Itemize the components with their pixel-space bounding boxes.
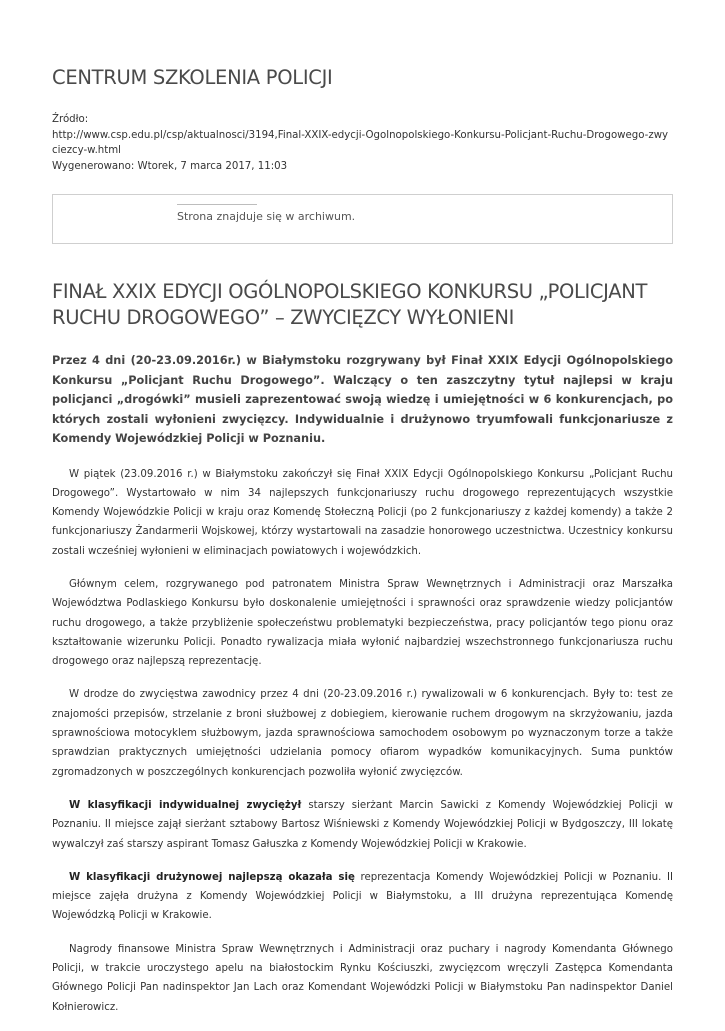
article-paragraph-3: W drodze do zwycięstwa zawodnicy przez 4 dni (20-23.09.2016 r.) rywalizowali w 6 konkurencjach. Były to: test ze znajomości przepisów, strzelanie z broni służbowej z dobiegiem, kierowanie ruchem drogowym na skrzyżowaniu, jazda sprawnościowa motocyklem służbowym, jazda sprawnościowa samochodem osobowym po wyznaczonym torze a także sprawdzian praktycznych umiejętności udzielania pomocy ofiarom wypadków komunikacyjnych. Suma punktów zgromadzonych w poszczególnych konkurencjach pozwoliła wyłonić zwycięzców. (52, 689, 673, 778)
individual-winner-text: starszy sierżant Marcin Sawicki z Komendy Wojewódzkiej Policji w Poznaniu. II miejsce zajął sierżant sztabowy Bartosz Wiśniewski z Komendy Wojewódzkiej Policji w Bydgoszczy, III lokatę wywalczył zaś starszy aspirant Tomasz Gałuszka z Komendy Wojewódzkiej Policji w Krakowie. (52, 799, 673, 850)
archive-notice-box (52, 194, 673, 244)
team-winner-heading: W klasyfikacji drużynowej najlepszą okazała się (69, 871, 355, 883)
archive-divider (177, 204, 257, 205)
individual-winner-heading: W klasyfikacji indywidualnej zwyciężył (69, 799, 302, 811)
source-block (52, 112, 673, 174)
article-title: FINAŁ XXIX EDYCJI OGÓLNOPOLSKIEGO KONKURSU „POLICJANT RUCHU DROGOWEGO” – ZWYCIĘZCY WYŁONIENI (52, 280, 648, 329)
source-url[interactable]: http://www.csp.edu.pl/csp/aktualnosci/3194,Final-XXIX-edycji-Ogolnopolskiego-Konkursu-Policjant-Ruchu-Drogowego-zwyciezcy-w.html (52, 129, 669, 156)
article-paragraph-6: Nagrody finansowe Ministra Spraw Wewnętrznych i Administracji oraz puchary i nagrody Komendanta Głównego Policji, w trakcie uroczystego apelu na białostockim Rynku Kościuszki, zwycięzcom wręczyli Zastępca Komendanta Głównego Policji Pan nadinspektor Jan Lach oraz Komendant Wojewódzki Policji w Białymstoku Pan nadinspektor Daniel Kołnierowicz. (52, 943, 673, 1013)
article-lead: Przez 4 dni (20-23.09.2016r.) w Białymstoku rozgrywany był Finał XXIX Edycji Ogólnopolskiego Konkursu „Policjant Ruchu Drogowego”. Walczący o ten zaszczytny tytuł najlepsi w kraju policjanci „drogówki” musieli zaprezentować swoją wiedzę i umiejętności w 6 konkurencjach, po których zostali wyłonieni zwycięzcy. Indywidualnie i drużynowo tryumfowali funkcjonariusze z Komendy Wojewódzkiej Policji w Poznaniu. (52, 354, 673, 445)
article-paragraph-1: W piątek (23.09.2016 r.) w Białymstoku zakończył się Finał XXIX Edycji Ogólnopolskiego Konkursu „Policjant Ruchu Drogowego”. Wystartowało w nim 34 najlepszych funkcjonariuszy ruchu drogowego reprezentujących wszystkie Komendy Wojewódzkie Policji w kraju oraz Komendę Stołeczną Policji (po 2 funkcjonariuszy z każdej komendy) a także 2 funkcjonariuszy Żandarmerii Wojskowej, którzy wystartowali na zasadzie honorowego uczestnictwa. Uczestnicy konkursu zostali wcześniej wyłonieni w eliminacjach powiatowych i wojewódzkich. (52, 468, 673, 557)
article-body (52, 351, 673, 1031)
site-title: CENTRUM SZKOLENIA POLICJI (52, 66, 333, 89)
article-paragraph-2: Głównym celem, rozgrywanego pod patronatem Ministra Spraw Wewnętrznych i Administracji oraz Marszałka Województwa Podlaskiego Konkursu było doskonalenie umiejętności i sprawności oraz sprawdzenie wiedzy policjantów ruchu drogowego, a także przybliżenie społeczeństwu problematyki bezpieczeństwa, pracy policjantów tego pionu oraz kształtowanie wizerunku Policji. Ponadto rywalizacja miała wyłonić najbardziej wszechstronnego funkcjonariusza ruchu drogowego oraz najlepszą reprezentację. (52, 578, 673, 668)
source-label: Źródło: (52, 114, 89, 125)
team-winner-text: reprezentacja Komendy Wojewódzkiej Policji w Poznaniu. II miejsce zajęła drużyna z Komendy Wojewódzkiej Policji w Białymstoku, a III drużyna reprezentująca Komendę Wojewódzką Policji w Krakowie. (52, 871, 673, 922)
article-paragraph-4 (52, 796, 673, 854)
archive-notice: Strona znajduje się w archiwum. (177, 210, 356, 223)
article-paragraph-5 (52, 868, 673, 926)
generated-date: Wygenerowano: Wtorek, 7 marca 2017, 11:03 (52, 160, 288, 172)
